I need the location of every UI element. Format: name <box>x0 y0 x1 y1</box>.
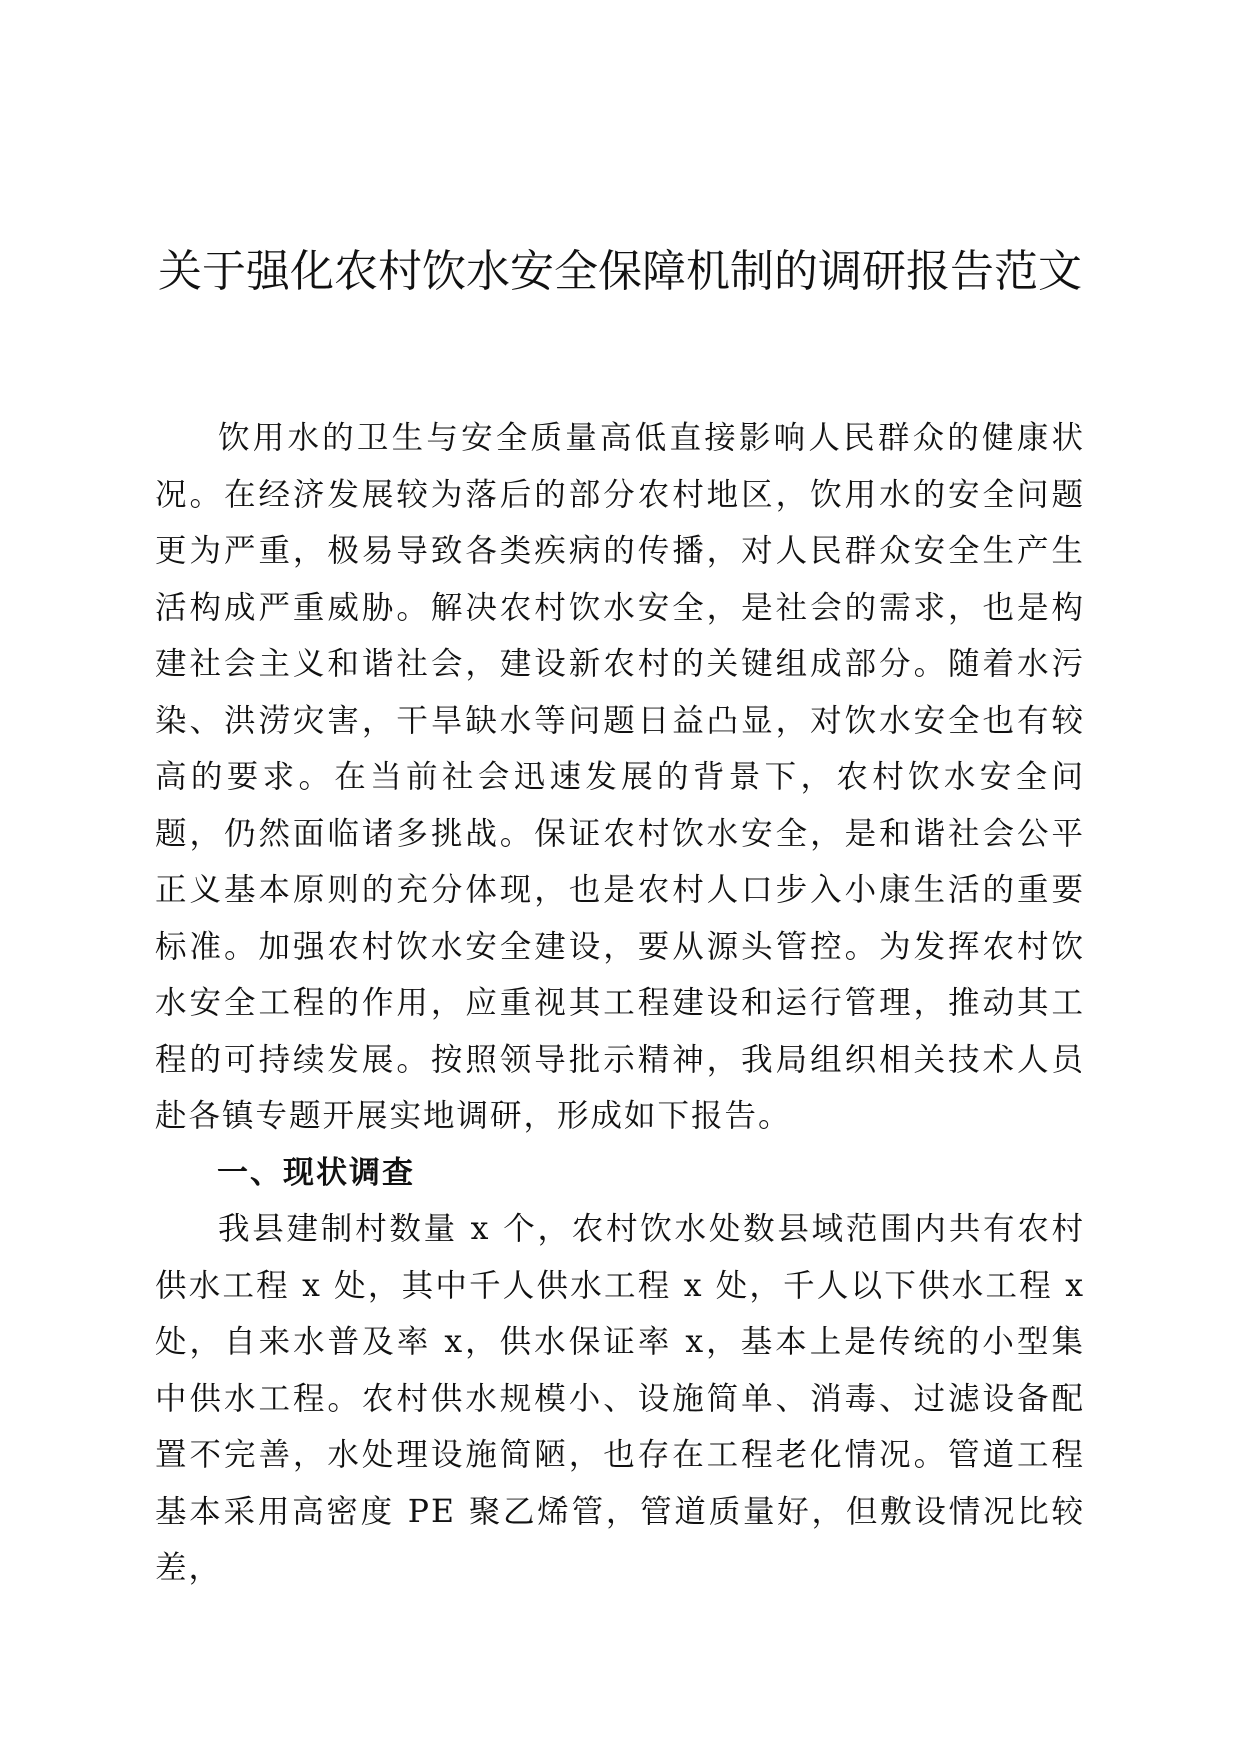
section-paragraph: 我县建制村数量 x 个，农村饮水处数县域范围内共有农村供水工程 x 处，其中千人供水工程 x 处，千人以下供水工程 x 处，自来水普及率 x，供水保证率 x，基本上是传统的小型集中供水工程。农村供水规模小、设施简单、消毒、过滤设备配置不完善，水处理设施简陋，也存在工程老化情况。管道工程基本采用高密度 PE 聚乙烯管，管道质量好，但敷设情况比较差， <box>155 1211 1085 1586</box>
document-title: 关于强化农村饮水安全保障机制的调研报告范文 <box>158 246 1082 297</box>
document-body <box>155 410 1085 1597</box>
intro-paragraph: 饮用水的卫生与安全质量高低直接影响人民群众的健康状况。在经济发展较为落后的部分农村地区，饮用水的安全问题更为严重，极易导致各类疾病的传播，对人民群众安全生产生活构成严重威胁。解决农村饮水安全，是社会的需求，也是构建社会主义和谐社会，建设新农村的关键组成部分。随着水污染、洪涝灾害，干旱缺水等问题日益凸显，对饮水安全也有较高的要求。在当前社会迅速发展的背景下，农村饮水安全问题，仍然面临诸多挑战。保证农村饮水安全，是和谐社会公平正义基本原则的充分体现，也是农村人口步入小康生活的重要标准。加强农村饮水安全建设，要从源头管控。为发挥农村饮水安全工程的作用，应重视其工程建设和运行管理，推动其工程的可持续发展。按照领导批示精神，我局组织相关技术人员赴各镇专题开展实地调研，形成如下报告。 <box>155 420 1085 1134</box>
section-heading: 一、现状调查 <box>217 1154 415 1191</box>
